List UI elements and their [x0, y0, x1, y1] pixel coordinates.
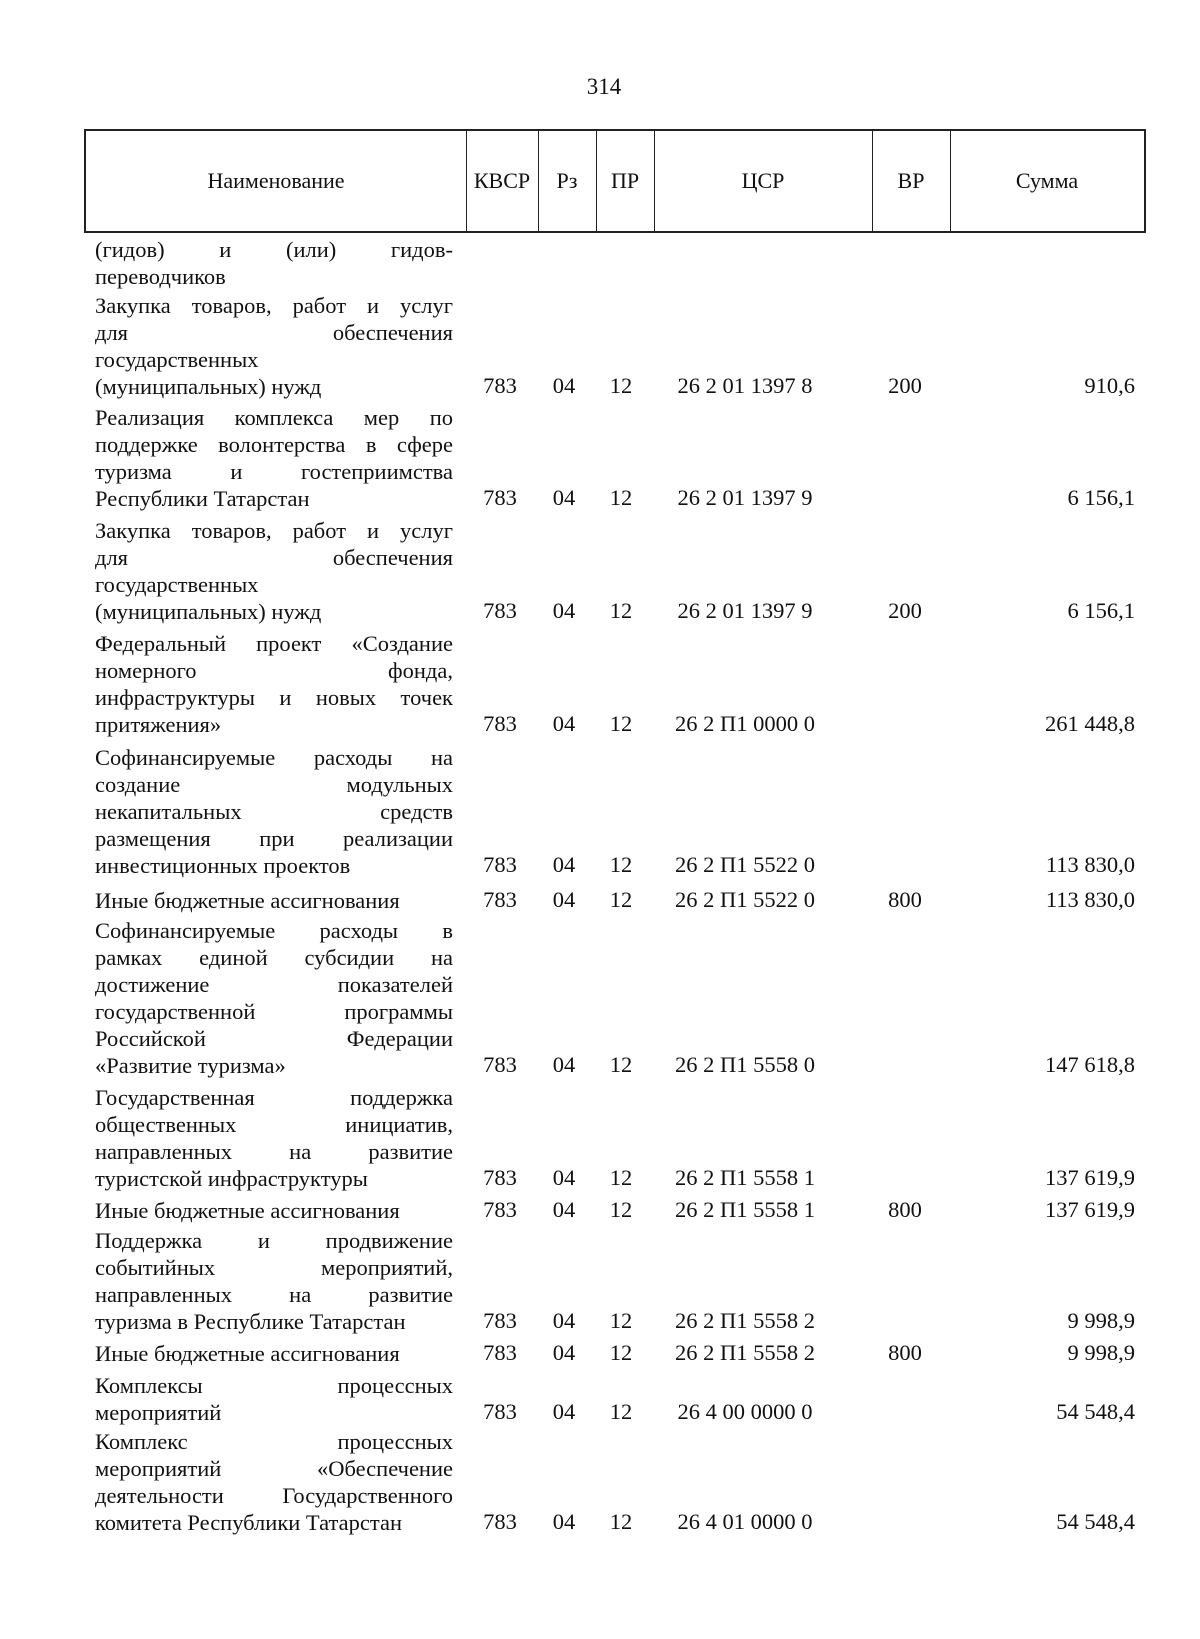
name-line: размещения при реализации — [95, 826, 453, 851]
name-line: Комплексы процессных — [95, 1373, 453, 1398]
kvsr-cell: 783 — [483, 598, 517, 623]
name-line: номерного фонда, — [95, 658, 453, 683]
kvsr-cell: 783 — [483, 711, 517, 736]
pr-cell: 12 — [609, 1197, 633, 1222]
name-line: инвестиционных проектов — [95, 853, 351, 878]
name-cell — [95, 404, 453, 512]
sum-cell: 9 998,9 — [1067, 1340, 1135, 1365]
rz-cell: 04 — [552, 1399, 576, 1424]
name-cell — [95, 744, 453, 879]
pr-cell: 12 — [609, 887, 633, 912]
name-line: (муниципальных) нужд — [95, 374, 322, 399]
name-line: Иные бюджетные ассигнования — [95, 888, 400, 913]
name-line: некапитальных средств — [95, 799, 453, 824]
name-cell — [95, 630, 453, 738]
name-cell — [95, 1084, 453, 1192]
sum-cell: 54 548,4 — [1056, 1509, 1135, 1534]
header-sum: Сумма — [1015, 168, 1079, 193]
name-line: направленных на развитие — [95, 1139, 453, 1164]
rz-cell: 04 — [552, 852, 576, 877]
name-cell — [95, 292, 453, 400]
name-line: рамках единой субсидии на — [95, 945, 453, 970]
name-line: Республики Татарстан — [95, 486, 310, 511]
rz-cell: 04 — [552, 1052, 576, 1077]
name-line: поддержке волонтерства в сфере — [95, 432, 453, 457]
kvsr-cell: 783 — [483, 1340, 517, 1365]
name-line: Реализация комплекса мер по — [95, 405, 453, 430]
kvsr-cell: 783 — [483, 1052, 517, 1077]
name-cell — [95, 1372, 453, 1426]
name-line: туризма в Республике Татарстан — [95, 1309, 406, 1334]
name-line: (муниципальных) нужд — [95, 599, 322, 624]
pr-cell: 12 — [609, 373, 633, 398]
pr-cell: 12 — [609, 1509, 633, 1534]
name-line: Софинансируемые расходы в — [95, 918, 453, 943]
name-line: переводчиков — [95, 264, 226, 289]
sum-cell: 113 830,0 — [1045, 852, 1135, 877]
name-line: для обеспечения — [95, 320, 453, 345]
rz-cell: 04 — [552, 485, 576, 510]
name-line: Комплекс процессных — [95, 1429, 453, 1454]
name-line: государственной программы — [95, 999, 453, 1024]
name-cell — [95, 236, 453, 290]
csr-cell: 26 2 П1 5558 1 — [675, 1165, 815, 1190]
vr-cell: 200 — [888, 598, 922, 623]
name-cell — [95, 917, 453, 1079]
name-line: деятельности Государственного — [95, 1483, 453, 1508]
pr-cell: 12 — [609, 1052, 633, 1077]
header-rz: Рз — [556, 168, 578, 193]
pr-cell: 12 — [609, 1399, 633, 1424]
vr-cell: 800 — [888, 887, 922, 912]
sum-cell: 137 619,9 — [1045, 1165, 1135, 1190]
csr-cell: 26 2 П1 5522 0 — [675, 887, 815, 912]
rz-cell: 04 — [552, 1197, 576, 1222]
csr-cell: 26 2 01 1397 8 — [677, 373, 813, 398]
name-line: для обеспечения — [95, 545, 453, 570]
name-line: Поддержка и продвижение — [95, 1228, 453, 1253]
pr-cell: 12 — [609, 1340, 633, 1365]
rz-cell: 04 — [552, 598, 576, 623]
kvsr-cell: 783 — [483, 1308, 517, 1333]
kvsr-cell: 783 — [483, 1399, 517, 1424]
pr-cell: 12 — [609, 852, 633, 877]
csr-cell: 26 4 00 0000 0 — [677, 1399, 813, 1424]
table-header — [84, 129, 1146, 233]
rz-cell: 04 — [552, 373, 576, 398]
kvsr-cell: 783 — [483, 887, 517, 912]
kvsr-cell: 783 — [483, 1509, 517, 1534]
rz-cell: 04 — [552, 1340, 576, 1365]
name-line: государственных — [95, 572, 259, 597]
vr-cell: 800 — [888, 1340, 922, 1365]
sum-cell: 261 448,8 — [1045, 711, 1135, 736]
name-line: комитета Республики Татарстан — [95, 1510, 402, 1535]
name-line: событийных мероприятий, — [95, 1255, 453, 1280]
rz-cell: 04 — [552, 1165, 576, 1190]
pr-cell: 12 — [609, 1308, 633, 1333]
header-csr: ЦСР — [741, 168, 785, 193]
name-line: Софинансируемые расходы на — [95, 745, 453, 770]
rz-cell: 04 — [552, 1509, 576, 1534]
vr-cell: 800 — [888, 1197, 922, 1222]
csr-cell: 26 2 П1 5558 2 — [675, 1308, 815, 1333]
name-line: Федеральный проект «Создание — [95, 631, 453, 656]
name-line: Российской Федерации — [95, 1026, 453, 1051]
name-cell — [95, 517, 453, 625]
name-line: мероприятий — [95, 1400, 222, 1425]
name-line: направленных на развитие — [95, 1282, 453, 1307]
name-line: инфраструктуры и новых точек — [95, 685, 453, 710]
csr-cell: 26 2 01 1397 9 — [677, 485, 813, 510]
name-line: Закупка товаров, работ и услуг — [95, 518, 453, 543]
header-vr: ВР — [897, 168, 925, 193]
csr-cell: 26 2 П1 5522 0 — [675, 852, 815, 877]
name-line: «Развитие туризма» — [95, 1053, 286, 1078]
sum-cell: 6 156,1 — [1067, 598, 1135, 623]
csr-cell: 26 2 01 1397 9 — [677, 598, 813, 623]
name-line: туристской инфраструктуры — [95, 1166, 368, 1191]
header-name: Наименование — [207, 168, 345, 193]
pr-cell: 12 — [609, 485, 633, 510]
name-line: государственных — [95, 347, 259, 372]
name-line: Иные бюджетные ассигнования — [95, 1341, 400, 1366]
sum-cell: 113 830,0 — [1045, 887, 1135, 912]
header-kvsr: КВСР — [473, 168, 531, 193]
rz-cell: 04 — [552, 711, 576, 736]
name-line: общественных инициатив, — [95, 1112, 453, 1137]
name-line: Иные бюджетные ассигнования — [95, 1198, 400, 1223]
name-cell — [95, 1340, 453, 1367]
sum-cell: 910,6 — [1084, 373, 1135, 398]
sum-cell: 6 156,1 — [1067, 485, 1135, 510]
header-pr: ПР — [610, 168, 640, 193]
kvsr-cell: 783 — [483, 485, 517, 510]
kvsr-cell: 783 — [483, 1165, 517, 1190]
csr-cell: 26 4 01 0000 0 — [677, 1509, 813, 1534]
csr-cell: 26 2 П1 5558 1 — [675, 1197, 815, 1222]
name-line: Государственная поддержка — [95, 1085, 453, 1110]
name-cell — [95, 1197, 453, 1224]
kvsr-cell: 783 — [483, 373, 517, 398]
vr-cell: 200 — [888, 373, 922, 398]
name-line: Закупка товаров, работ и услуг — [95, 293, 453, 318]
name-line: туризма и гостеприимства — [95, 459, 453, 484]
name-line: создание модульных — [95, 772, 453, 797]
sum-cell: 9 998,9 — [1067, 1308, 1135, 1333]
csr-cell: 26 2 П1 0000 0 — [675, 711, 815, 736]
pr-cell: 12 — [609, 1165, 633, 1190]
name-line: притяжения» — [95, 712, 222, 737]
csr-cell: 26 2 П1 5558 2 — [675, 1340, 815, 1365]
name-cell — [95, 1227, 453, 1335]
sum-cell: 54 548,4 — [1056, 1399, 1135, 1424]
kvsr-cell: 783 — [483, 852, 517, 877]
rz-cell: 04 — [552, 887, 576, 912]
csr-cell: 26 2 П1 5558 0 — [675, 1052, 815, 1077]
name-line: (гидов) и (или) гидов- — [95, 237, 453, 262]
name-line: мероприятий «Обеспечение — [95, 1456, 453, 1481]
pr-cell: 12 — [609, 711, 633, 736]
name-line: достижение показателей — [95, 972, 453, 997]
sum-cell: 137 619,9 — [1045, 1197, 1135, 1222]
pr-cell: 12 — [609, 598, 633, 623]
page-number: 314 — [586, 74, 622, 99]
name-cell — [95, 1428, 453, 1536]
sum-cell: 147 618,8 — [1045, 1052, 1135, 1077]
rz-cell: 04 — [552, 1308, 576, 1333]
name-cell — [95, 887, 453, 914]
kvsr-cell: 783 — [483, 1197, 517, 1222]
